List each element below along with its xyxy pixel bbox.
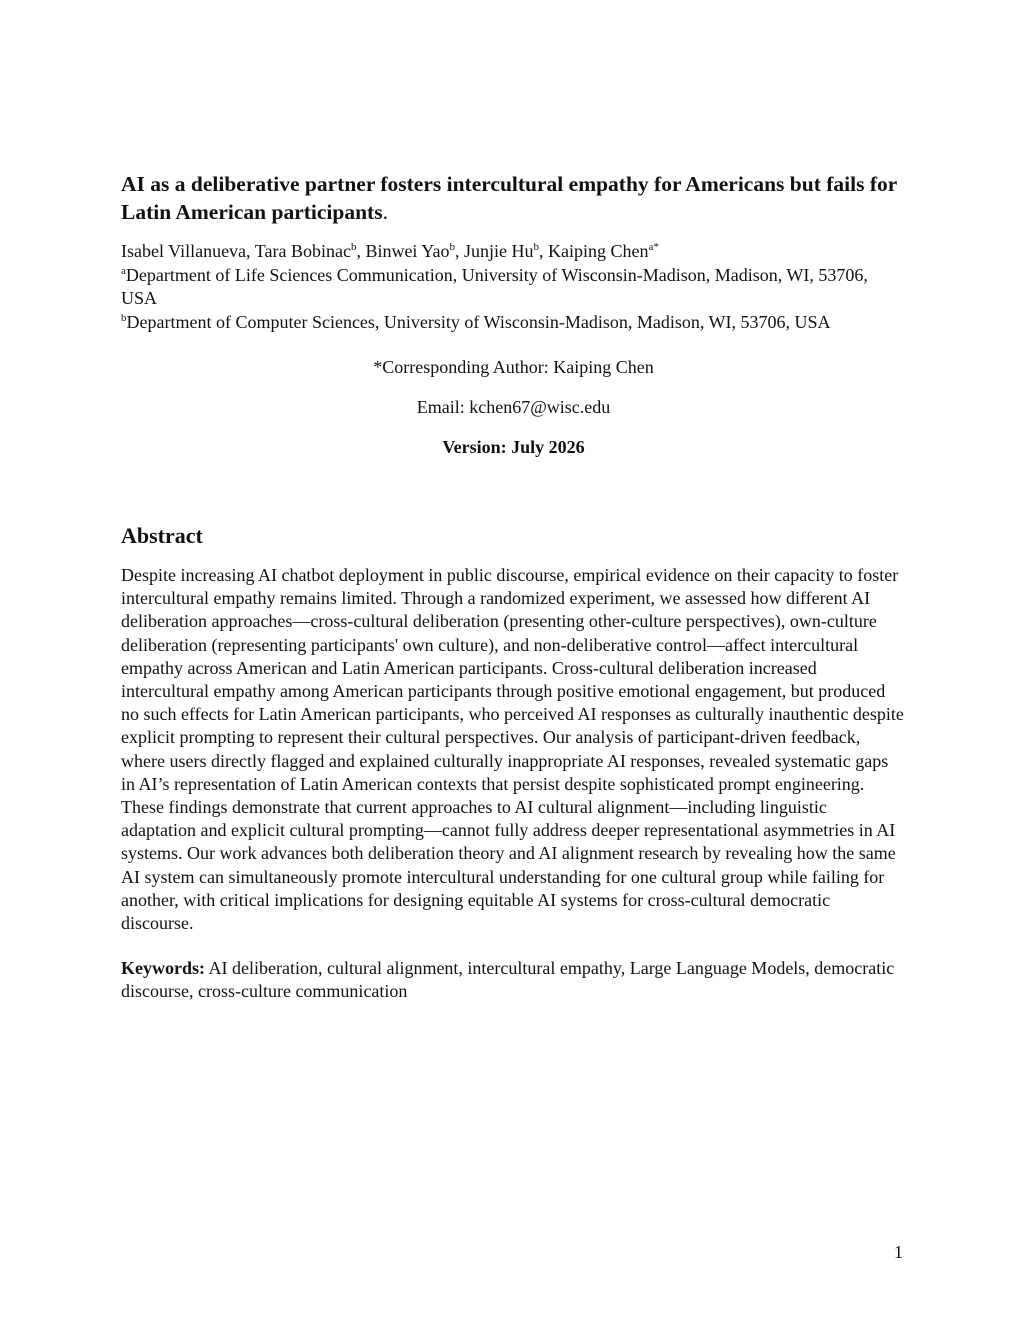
version-label: Version: July 2026: [442, 437, 585, 457]
keywords-text: AI deliberation, cultural alignment, intercultural empathy, Large Language Models, democratic discourse, cross-culture communication: [121, 958, 895, 1002]
corresponding-author: *Corresponding Author: Kaiping Chen: [373, 357, 654, 377]
abstract-heading: Abstract: [121, 523, 203, 548]
abstract-body: Despite increasing AI chatbot deployment in public discourse, empirical evidence on their capacity to foster intercultural empathy remains limited. Through a randomized experiment, we assessed how different AI deliberation approaches—cross-cultural deliberation (presenting other-culture perspectives), own-culture deliberation (representing participants' own culture), and non-deliberative control—affect intercultural empathy across American and Latin American participants. Cross-cultural deliberation increased intercultural empathy among American participants through positive emotional engagement, but produced no such effects for Latin American participants, who perceived AI responses as culturally inauthentic despite explicit prompting to represent their cultural perspectives. Our analysis of participant-driven feedback, where users directly flagged and explained culturally inappropriate AI responses, revealed systematic gaps in AI’s representation of Latin American contexts that persist despite sophisticated prompt engineering. These findings demonstrate that current approaches to AI cultural alignment—including linguistic adaptation and explicit cultural prompting—cannot fully address deeper representational asymmetries in AI systems. Our work advances both deliberation theory and AI alignment research by revealing how the same AI system can simultaneously promote intercultural understanding for one cultural group while failing for another, with critical implications for designing equitable AI systems for cross-cultural democratic discourse.: [121, 565, 904, 934]
paper-title-text: AI as a deliberative partner fosters intercultural empathy for Americans but fails for Latin American participants: [121, 172, 897, 224]
author-list: [121, 240, 906, 264]
keywords: [121, 957, 906, 1003]
affiliation-b: $^b$Department of Computer Sciences, University of Wisconsin-Madison, Madison, WI, 53706, USA: [121, 311, 831, 332]
author: Binwei Yao$^b$,: [365, 241, 464, 261]
paper-title: [121, 170, 906, 226]
author: Isabel Villanueva,: [121, 241, 255, 261]
author-email: Email: kchen67@wisc.edu: [416, 397, 611, 417]
paper-page: [121, 170, 906, 1004]
paper-title-period: .: [382, 200, 388, 224]
page-number: 1: [894, 1242, 903, 1262]
affiliation-a: $^a$Department of Life Sciences Communication, University of Wisconsin-Madison, Madison, WI, 53706, USA: [121, 264, 868, 308]
author: Junjie Hu$^b$,: [463, 241, 548, 261]
author: Tara Bobinac$^b$,: [254, 241, 366, 261]
author: Kaiping Chen$^{a*}$: [547, 241, 659, 261]
keywords-label: Keywords:: [121, 958, 205, 979]
